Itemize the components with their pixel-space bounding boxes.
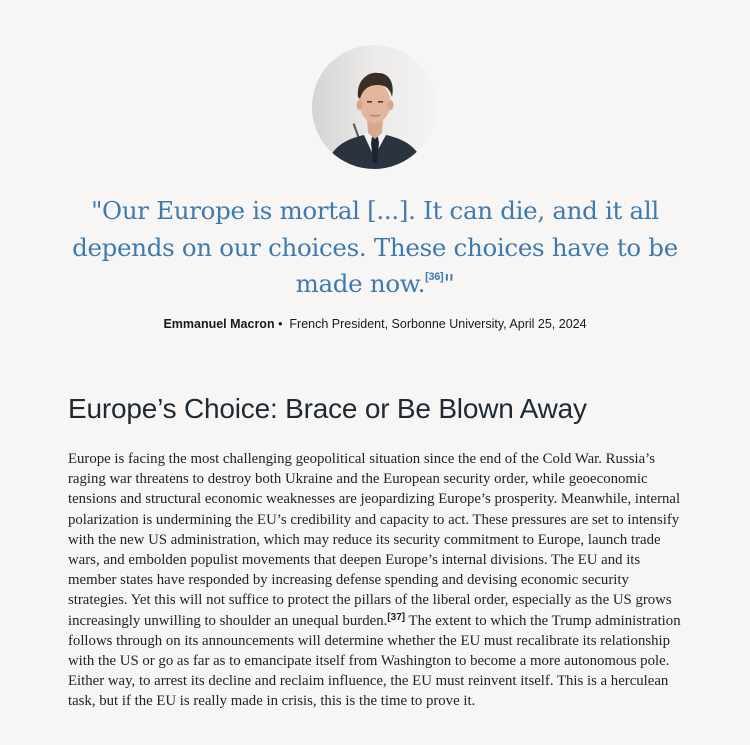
attribution-separator: • [278,317,283,331]
attribution-details: French President, Sorbonne University, April 25, 2024 [289,317,587,331]
speaker-portrait [312,45,436,169]
pull-quote [60,193,690,303]
paragraph-footnote-ref[interactable]: [37] [387,611,406,623]
paragraph-part-1: Europe is facing the most challenging geopolitical situation since the end of the Cold War. Russia’s raging war threatens to destroy both Ukraine and the European security order, while geoeconomic tensions and structural economic weaknesses are jeopardizing Europe’s prosperity. Meanwhile, internal polarization is undermining the EU’s credibility and capacity to act. These pressures are set to intensify with the new US administration, which may reduce its security commitment to Europe, launch trade wars, and embolden populist movements that deepen Europe’s internal divisions. The EU and its member states have responded by increasing defense spending and devising economic security strategies. Yet this will not suffice to protect the pillars of the liberal order, especially as the US grows increasingly unwilling to shoulder an unequal burden. [68,451,681,629]
paragraph-part-2: The extent to which the Trump administration follows through on its announcements will determine whether the EU must recalibrate its relationship with the US or go as far as to emancipate itself from Washington to become a more autonomous pole. Either way, to arrest its decline and reclaim influence, the EU must reinvent itself. This is a herculean task, but if the EU is really made in crisis, this is the time to prove it. [68,612,681,710]
section-heading: Europe’s Choice: Brace or Be Blown Away [68,393,587,424]
quote-text: "Our Europe is mortal [...]. It can die, and it all depends on our choices. These choices have to be made now. [72,196,678,298]
speaker-name: Emmanuel Macron [163,317,275,331]
quote-footnote-ref[interactable]: [36] [425,271,444,283]
section-paragraph [68,449,686,712]
quote-closing-mark: " [443,269,455,298]
quote-attribution [0,317,750,331]
